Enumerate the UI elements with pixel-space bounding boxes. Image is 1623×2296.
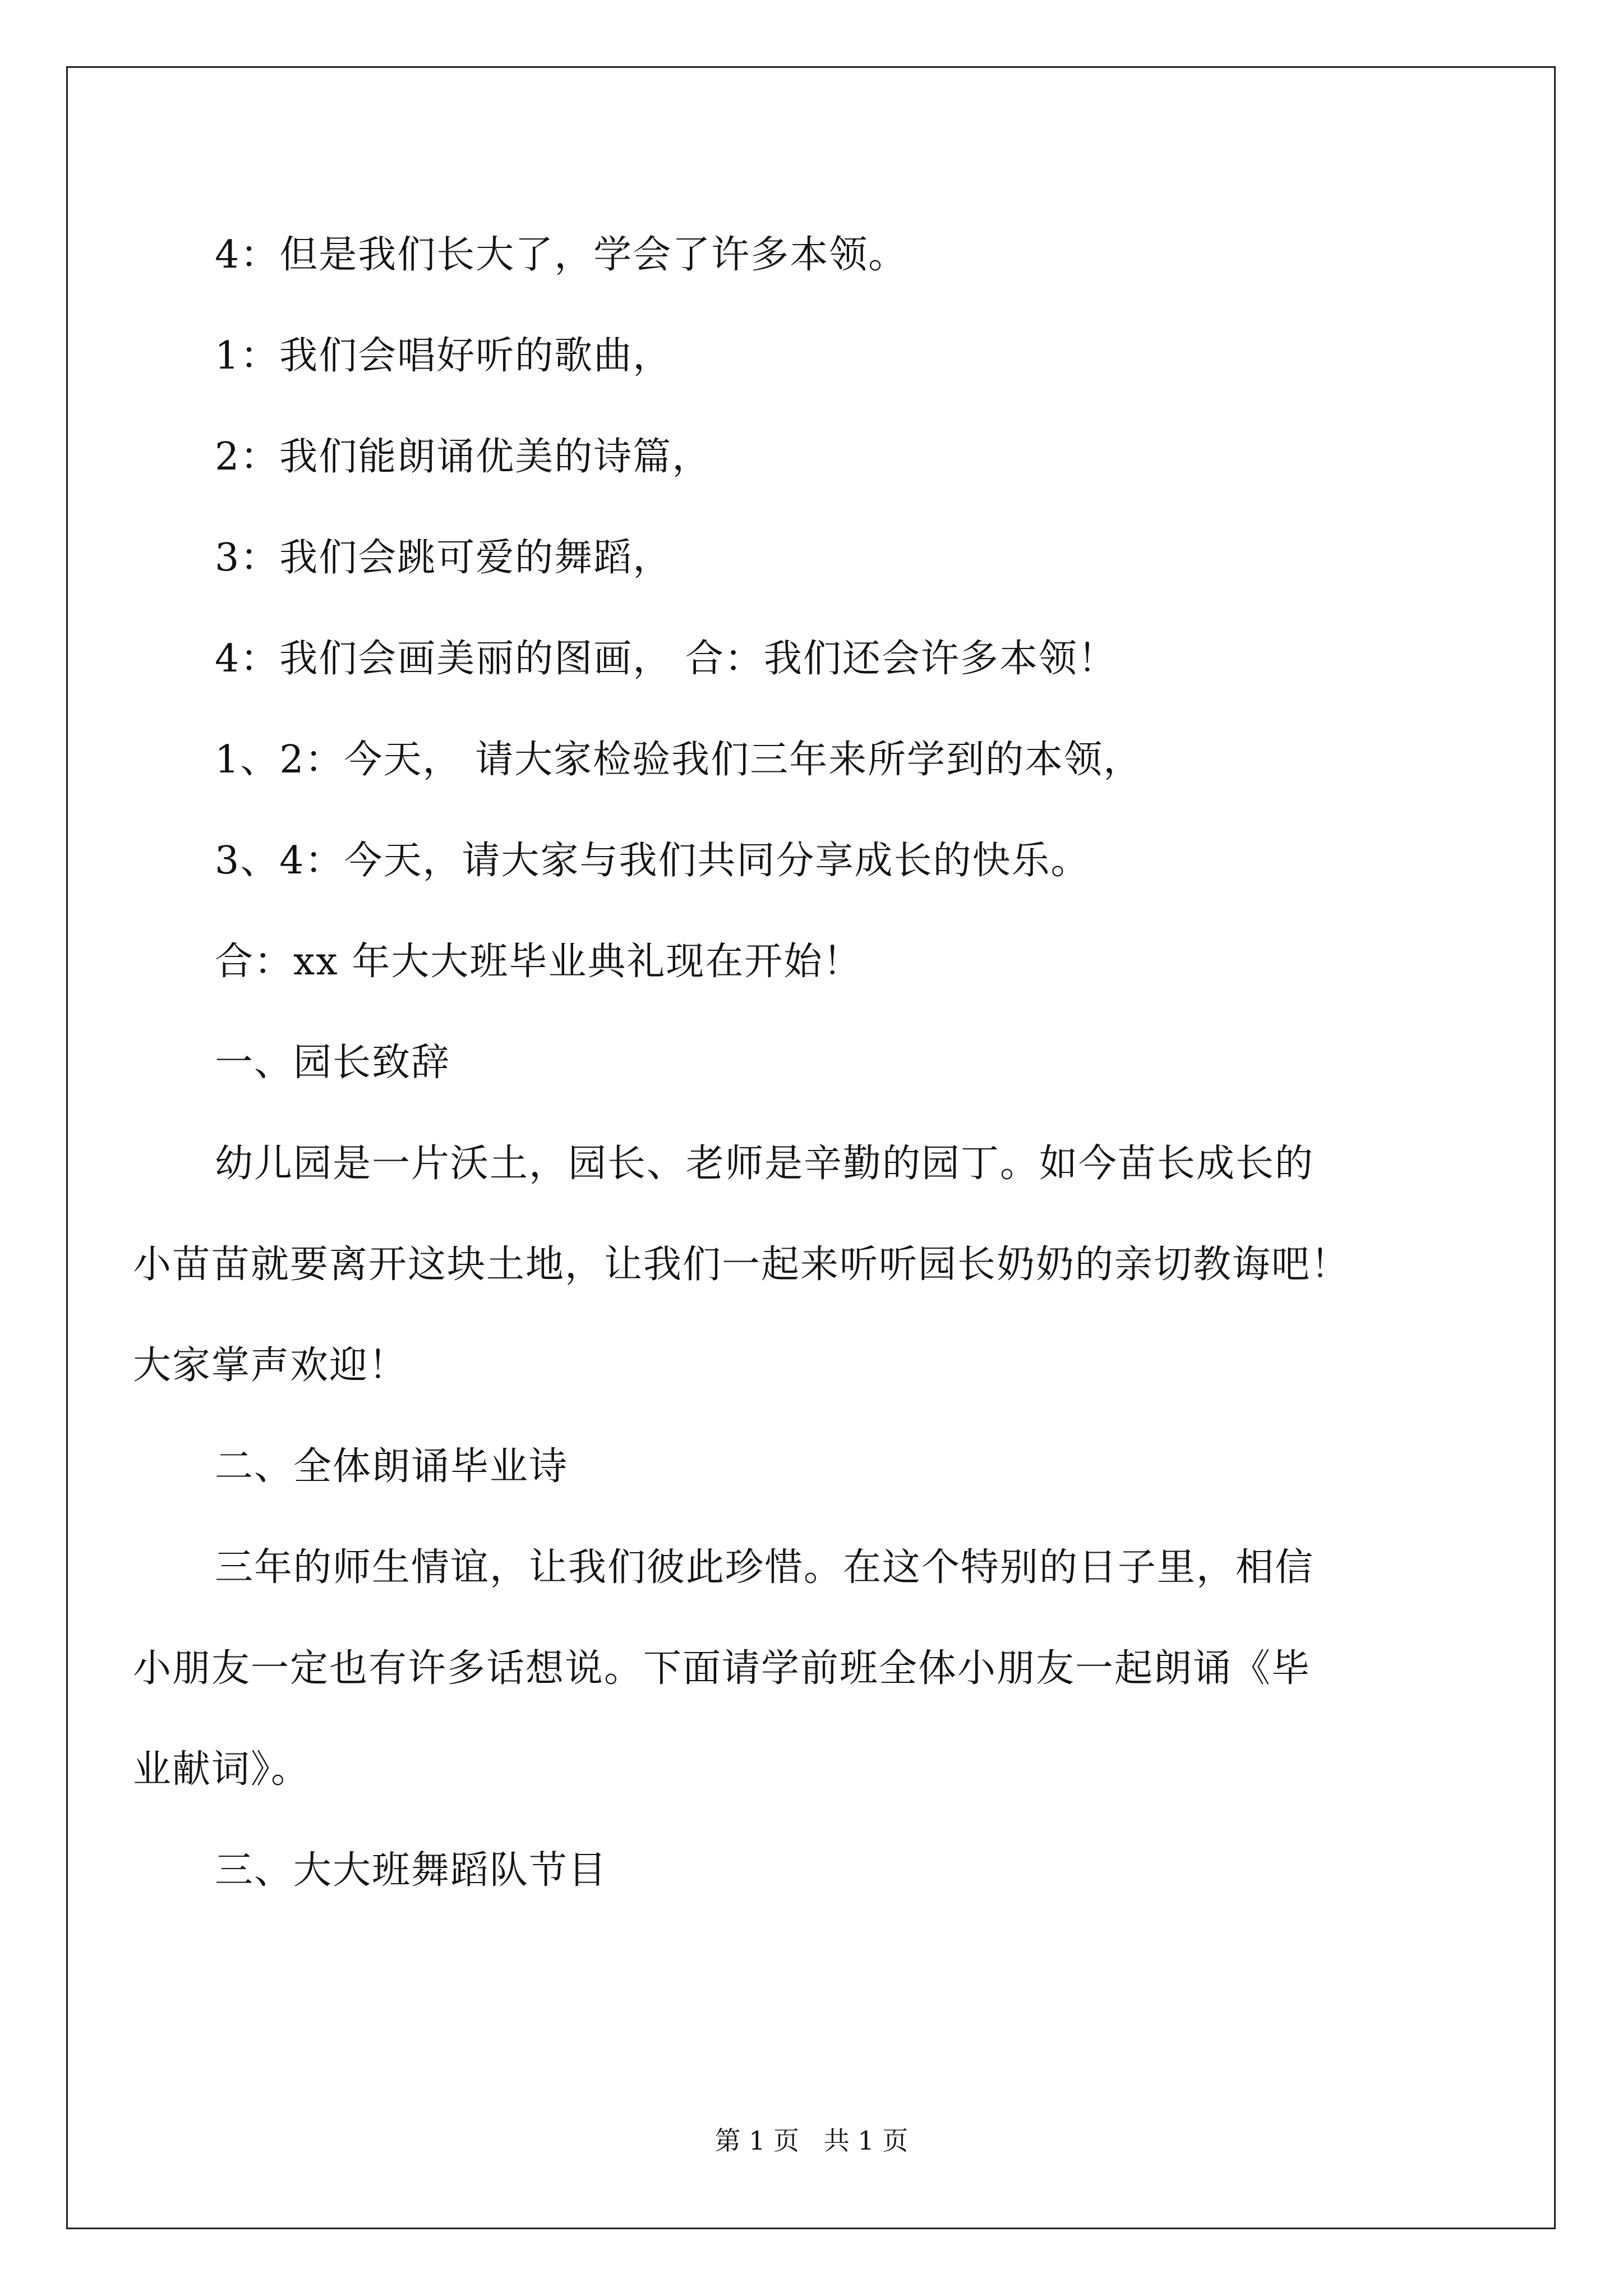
text-line: 1：我们会唱好听的歌曲，	[215, 334, 672, 378]
text-line: 1、2：今天， 请大家检验我们三年来所学到的本领，	[215, 738, 1143, 782]
paragraph-line: 三年的师生情谊，让我们彼此珍惜。在这个特别的日子里，相信	[215, 1545, 1315, 1590]
paragraph-line: 小苗苗就要离开这块土地，让我们一起来听听园长奶奶的亲切教诲吧！	[133, 1243, 1350, 1287]
text-line: 4：但是我们长大了，学会了许多本领。	[215, 233, 908, 277]
text-line: 3、4：今天，请大家与我们共同分享成长的快乐。	[215, 839, 1090, 883]
paragraph-line: 幼儿园是一片沃土，园长、老师是辛勤的园丁。如今苗长成长的	[215, 1142, 1315, 1186]
text-line: 2：我们能朗诵优美的诗篇，	[215, 435, 712, 479]
section-heading: 三、大大班舞蹈队节目	[215, 1848, 608, 1893]
page-footer: 第 1 页 共 1 页	[714, 2125, 909, 2156]
text-line: 合：xx 年大大班毕业典礼现在开始！	[215, 940, 863, 984]
paragraph-line: 业献词》。	[133, 1747, 311, 1792]
section-heading: 二、全体朗诵毕业诗	[215, 1444, 569, 1489]
text-line: 3：我们会跳可爱的舞蹈，	[215, 536, 672, 580]
paragraph-line: 大家掌声欢迎！	[133, 1343, 408, 1388]
text-line: 4：我们会画美丽的图画， 合：我们还会许多本领！	[215, 637, 1117, 681]
section-heading: 一、园长致辞	[215, 1041, 451, 1085]
paragraph-line: 小朋友一定也有许多话想说。下面请学前班全体小朋友一起朗诵《毕	[133, 1646, 1311, 1691]
